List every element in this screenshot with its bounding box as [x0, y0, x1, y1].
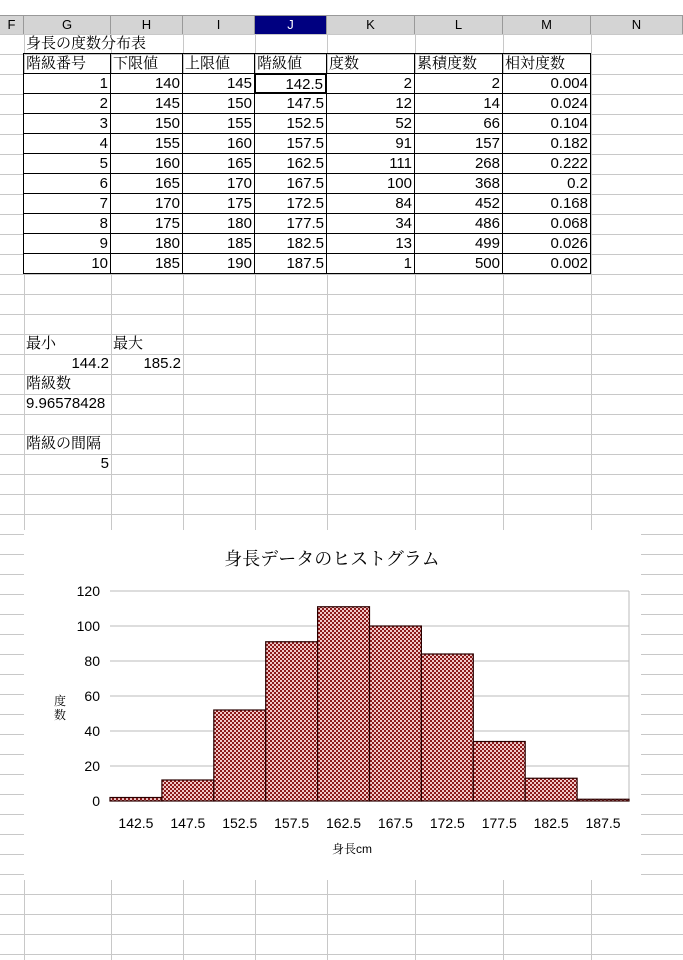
- y-tick-label: 40: [84, 723, 100, 739]
- x-tick-label: 177.5: [481, 815, 517, 831]
- x-tick-label: 147.5: [170, 815, 206, 831]
- table-cell[interactable]: 486: [414, 213, 503, 234]
- histogram-bar[interactable]: [421, 654, 473, 801]
- table-cell[interactable]: 0.024: [502, 93, 591, 114]
- column-header-K[interactable]: K: [327, 16, 415, 34]
- histogram-chart[interactable]: [24, 530, 641, 880]
- table-cell[interactable]: 452: [414, 193, 503, 214]
- table-cell[interactable]: 145: [182, 73, 255, 94]
- table-cell[interactable]: 175: [110, 213, 183, 234]
- table-cell[interactable]: 155: [182, 113, 255, 134]
- row-line: [0, 894, 683, 895]
- row-line: [0, 954, 683, 955]
- table-cell[interactable]: 2: [326, 73, 415, 94]
- y-tick-label: 20: [84, 758, 100, 774]
- histogram-bar[interactable]: [266, 642, 318, 801]
- classes-value[interactable]: 9.96578428: [26, 395, 106, 412]
- x-tick-label: 182.5: [533, 815, 569, 831]
- x-axis-label: 身長cm: [332, 842, 372, 856]
- interval-label[interactable]: 階級の間隔: [26, 435, 102, 452]
- table-cell[interactable]: 167.5: [254, 173, 327, 194]
- table-cell[interactable]: 500: [414, 253, 503, 274]
- table-cell[interactable]: 66: [414, 113, 503, 134]
- y-tick-label: 0: [92, 793, 100, 809]
- table-cell[interactable]: 84: [326, 193, 415, 214]
- table-cell[interactable]: 7: [23, 193, 111, 214]
- table-cell[interactable]: 142.5: [254, 73, 327, 94]
- chart-title: 身長データのヒストグラム: [224, 549, 440, 569]
- table-cell[interactable]: 160: [182, 133, 255, 154]
- table-cell[interactable]: 0.002: [502, 253, 591, 274]
- x-tick-label: 187.5: [585, 815, 621, 831]
- table-cell[interactable]: 162.5: [254, 153, 327, 174]
- table-cell[interactable]: 180: [110, 233, 183, 254]
- table-cell[interactable]: 0.104: [502, 113, 591, 134]
- table-cell[interactable]: 175: [182, 193, 255, 214]
- table-cell[interactable]: 12: [326, 93, 415, 114]
- table-cell[interactable]: 3: [23, 113, 111, 134]
- table-cell[interactable]: 147.5: [254, 93, 327, 114]
- histogram-bar[interactable]: [214, 710, 266, 801]
- x-tick-label: 162.5: [326, 815, 362, 831]
- histogram-bar[interactable]: [162, 780, 214, 801]
- table-cell[interactable]: 6: [23, 173, 111, 194]
- table-header[interactable]: 度数: [326, 53, 415, 74]
- min-label[interactable]: 最小: [26, 335, 57, 352]
- row-line: [0, 274, 683, 275]
- table-cell[interactable]: 0.2: [502, 173, 591, 194]
- column-header-N[interactable]: N: [591, 16, 683, 34]
- y-tick-label: 60: [84, 688, 100, 704]
- table-cell[interactable]: 14: [414, 93, 503, 114]
- table-cell[interactable]: 152.5: [254, 113, 327, 134]
- y-tick-label: 80: [84, 653, 100, 669]
- table-cell[interactable]: 177.5: [254, 213, 327, 234]
- y-tick-label: 120: [76, 583, 100, 599]
- table-cell[interactable]: 0.004: [502, 73, 591, 94]
- interval-value[interactable]: 5: [100, 455, 109, 472]
- x-tick-label: 172.5: [429, 815, 465, 831]
- table-cell[interactable]: 187.5: [254, 253, 327, 274]
- classes-label[interactable]: 階級数: [26, 375, 72, 392]
- column-header-F[interactable]: F: [0, 16, 24, 34]
- column-header-J[interactable]: J: [255, 16, 327, 34]
- table-cell[interactable]: 170: [182, 173, 255, 194]
- column-header-L[interactable]: L: [415, 16, 503, 34]
- histogram-bar[interactable]: [370, 626, 422, 801]
- table-cell[interactable]: 111: [326, 153, 415, 174]
- table-header[interactable]: 相対度数: [502, 53, 591, 74]
- table-cell[interactable]: 190: [182, 253, 255, 274]
- table-cell[interactable]: 34: [326, 213, 415, 234]
- histogram-bar[interactable]: [577, 799, 629, 801]
- table-cell[interactable]: 172.5: [254, 193, 327, 214]
- table-cell[interactable]: 4: [23, 133, 111, 154]
- table-cell[interactable]: 170: [110, 193, 183, 214]
- table-cell[interactable]: 182.5: [254, 233, 327, 254]
- table-cell[interactable]: 368: [414, 173, 503, 194]
- row-line: [0, 914, 683, 915]
- table-cell[interactable]: 9: [23, 233, 111, 254]
- table-cell[interactable]: 100: [326, 173, 415, 194]
- table-cell[interactable]: 165: [182, 153, 255, 174]
- x-tick-label: 167.5: [377, 815, 413, 831]
- table-cell[interactable]: 157.5: [254, 133, 327, 154]
- table-cell[interactable]: 2: [414, 73, 503, 94]
- table-cell[interactable]: 150: [110, 113, 183, 134]
- column-header-bar: [0, 15, 683, 35]
- row-line: [0, 414, 683, 415]
- table-cell[interactable]: 13: [326, 233, 415, 254]
- row-line: [0, 514, 683, 515]
- table-cell[interactable]: 155: [110, 133, 183, 154]
- table-cell[interactable]: 8: [23, 213, 111, 234]
- table-cell[interactable]: 160: [110, 153, 183, 174]
- x-tick-label: 152.5: [222, 815, 258, 831]
- toolbar-area: [0, 0, 683, 15]
- x-tick-label: 157.5: [274, 815, 310, 831]
- table-header[interactable]: 階級番号: [23, 53, 111, 74]
- histogram-bar[interactable]: [110, 798, 162, 802]
- y-tick-label: 100: [76, 618, 100, 634]
- column-header-G[interactable]: G: [24, 16, 111, 34]
- table-cell[interactable]: 2: [23, 93, 111, 114]
- x-tick-label: 142.5: [118, 815, 154, 831]
- row-line: [0, 314, 683, 315]
- max-label[interactable]: 最大: [113, 335, 144, 352]
- row-line: [0, 934, 683, 935]
- column-header-I[interactable]: I: [183, 16, 255, 34]
- max-value[interactable]: 185.2: [143, 355, 181, 372]
- table-header[interactable]: 上限値: [182, 53, 255, 74]
- table-header[interactable]: 累積度数: [414, 53, 503, 74]
- table-cell[interactable]: 0.026: [502, 233, 591, 254]
- table-cell[interactable]: 140: [110, 73, 183, 94]
- table-cell[interactable]: 185: [182, 233, 255, 254]
- table-cell[interactable]: 145: [110, 93, 183, 114]
- table-cell[interactable]: 0.222: [502, 153, 591, 174]
- table-cell[interactable]: 0.168: [502, 193, 591, 214]
- table-cell[interactable]: 180: [182, 213, 255, 234]
- table-cell[interactable]: 0.068: [502, 213, 591, 234]
- table-cell[interactable]: 0.182: [502, 133, 591, 154]
- y-axis-label: 度数: [54, 694, 67, 722]
- table-title[interactable]: 身長の度数分布表: [26, 35, 147, 52]
- table-cell[interactable]: 499: [414, 233, 503, 254]
- histogram-bar[interactable]: [473, 742, 525, 802]
- table-cell[interactable]: 165: [110, 173, 183, 194]
- chart-svg: [24, 530, 641, 880]
- table-cell[interactable]: 1: [326, 253, 415, 274]
- table-cell[interactable]: 10: [23, 253, 111, 274]
- table-cell[interactable]: 150: [182, 93, 255, 114]
- row-line: [0, 294, 683, 295]
- table-cell[interactable]: 52: [326, 113, 415, 134]
- histogram-bar[interactable]: [525, 778, 577, 801]
- table-cell[interactable]: 157: [414, 133, 503, 154]
- table-cell[interactable]: 185: [110, 253, 183, 274]
- table-cell[interactable]: 1: [23, 73, 111, 94]
- table-header[interactable]: 階級値: [254, 53, 327, 74]
- table-header[interactable]: 下限値: [110, 53, 183, 74]
- column-header-H[interactable]: H: [111, 16, 183, 34]
- min-value[interactable]: 144.2: [71, 355, 109, 372]
- table-cell[interactable]: 268: [414, 153, 503, 174]
- table-cell[interactable]: 91: [326, 133, 415, 154]
- table-cell[interactable]: 5: [23, 153, 111, 174]
- column-header-M[interactable]: M: [503, 16, 591, 34]
- row-line: [0, 474, 683, 475]
- row-line: [0, 494, 683, 495]
- histogram-bar[interactable]: [318, 607, 370, 801]
